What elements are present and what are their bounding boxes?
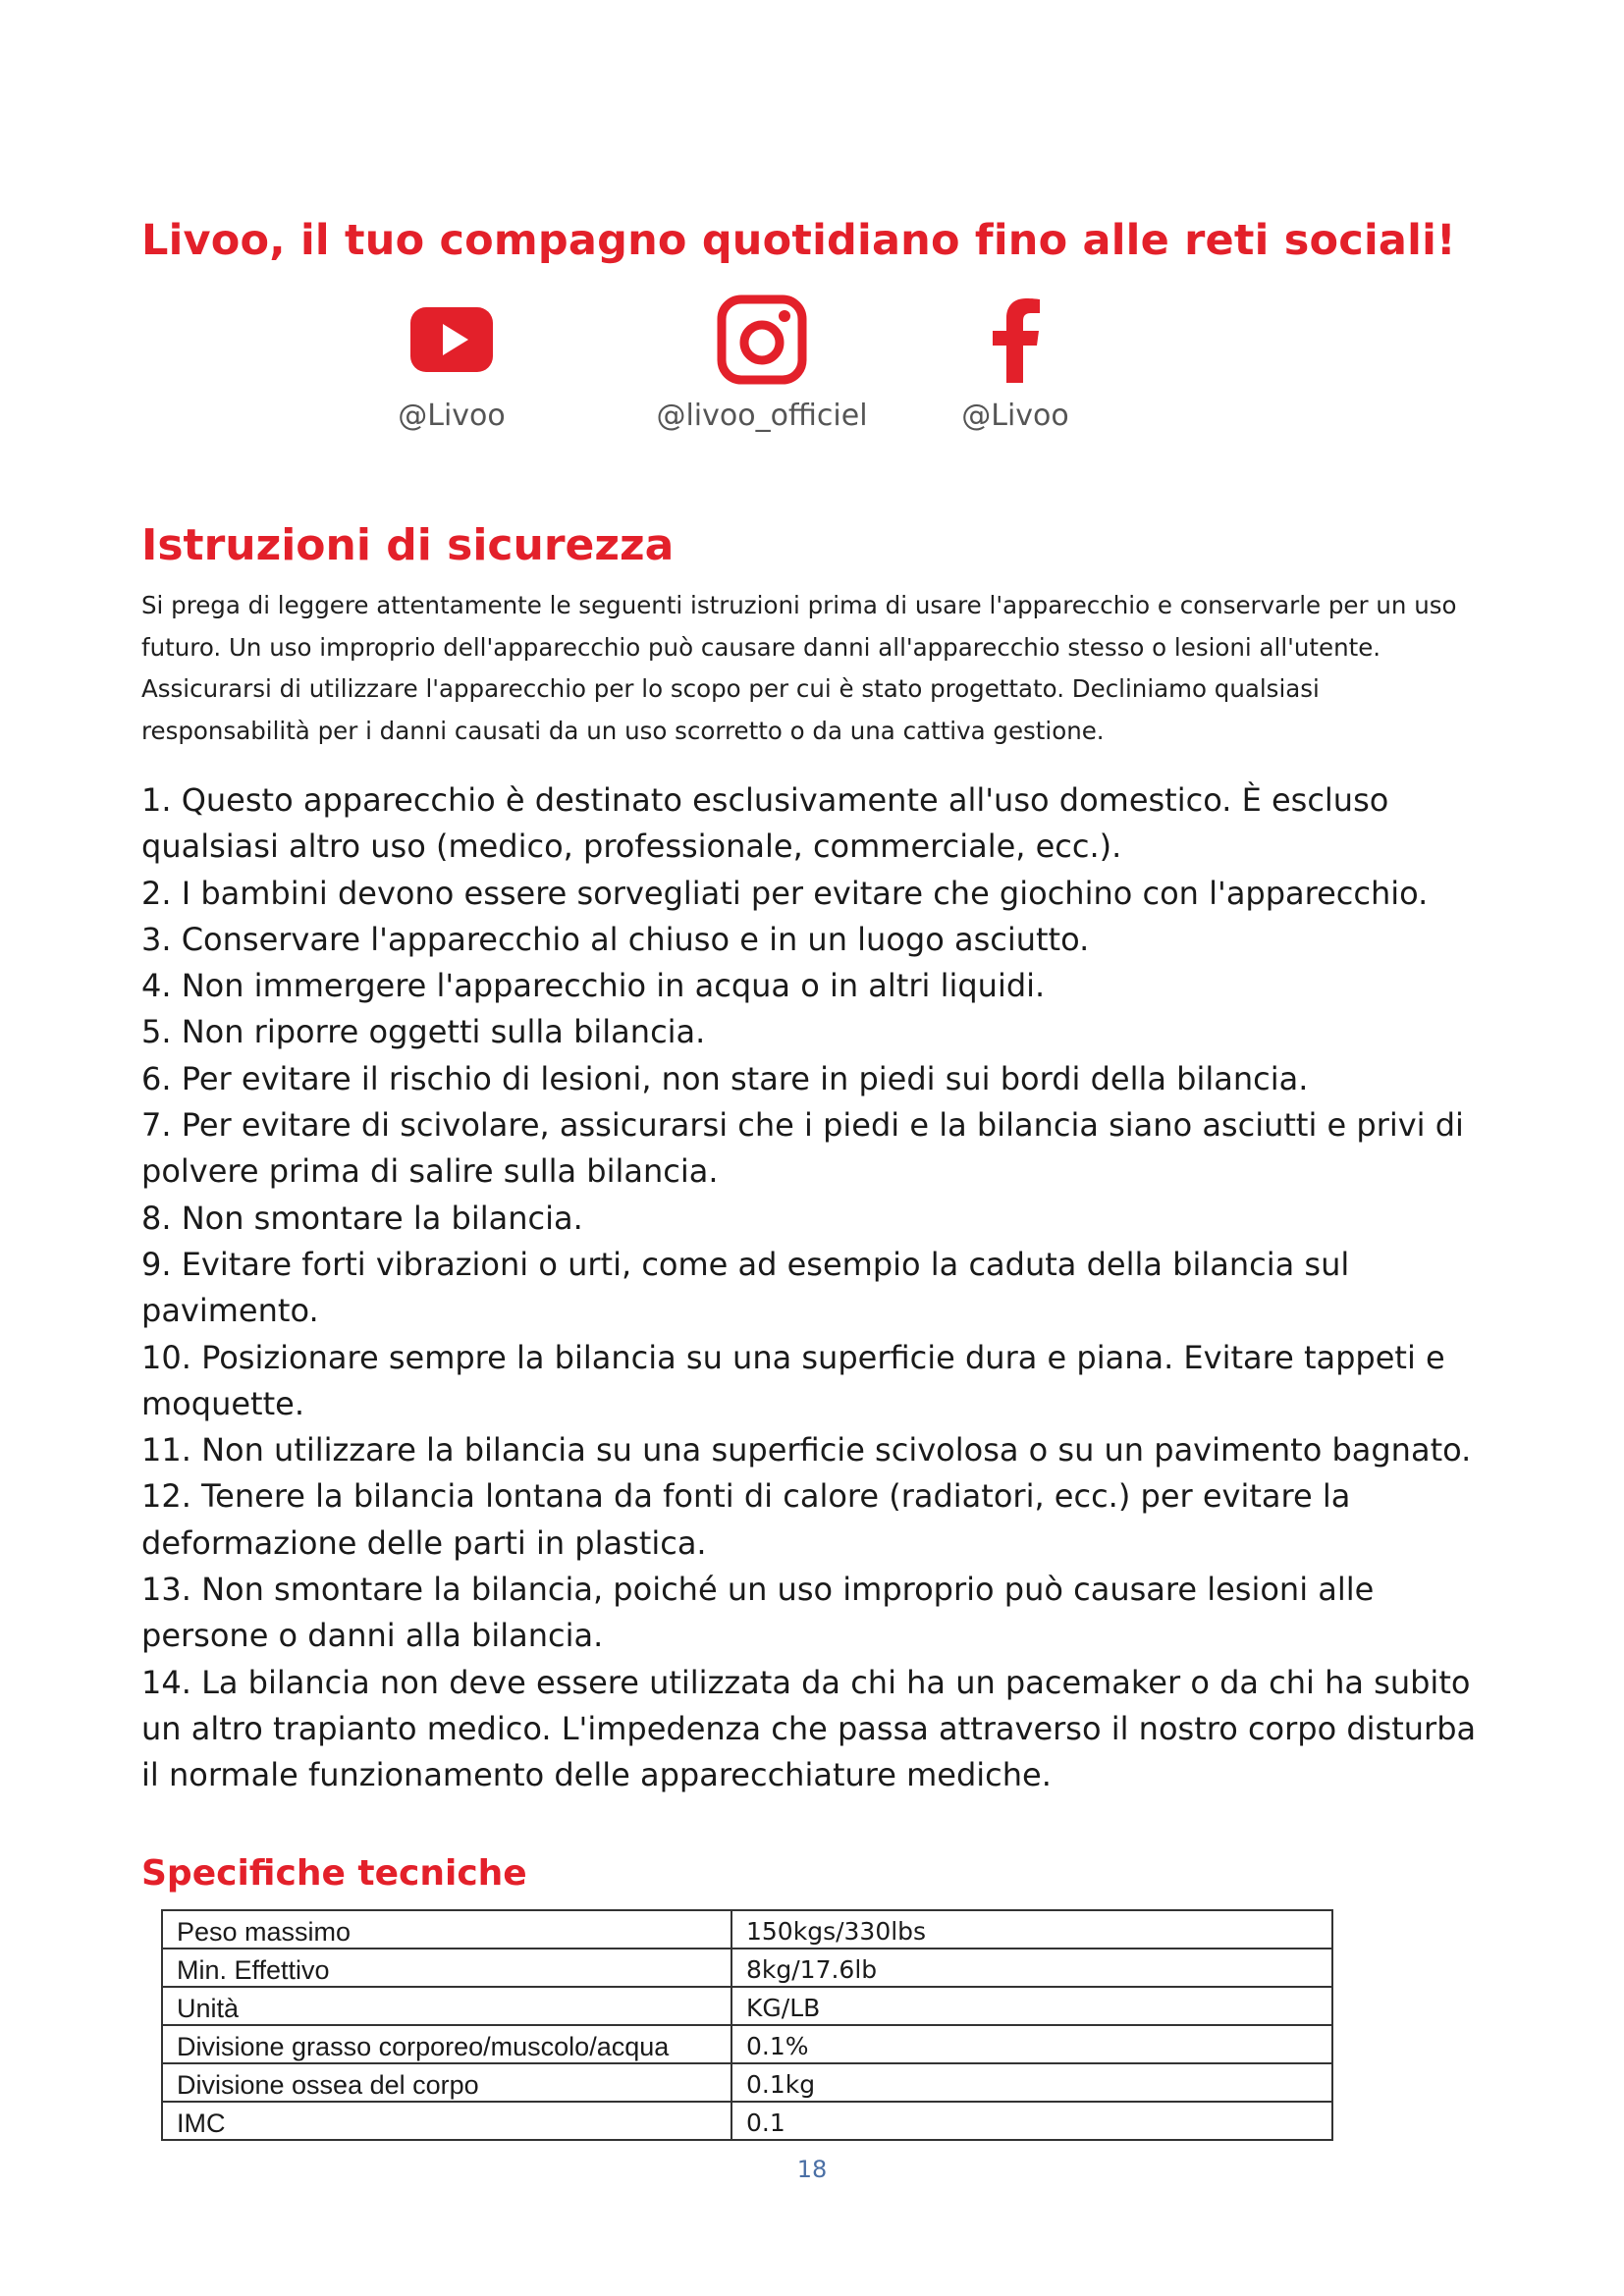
youtube-icon (344, 293, 560, 387)
rule-item: 5. Non riporre oggetti sulla bilancia. (141, 1013, 706, 1051)
table-row (162, 2063, 1332, 2102)
rule-item: 11. Non utilizzare la bilancia su una superficie scivolosa o su un pavimento bagnato. (141, 1431, 1472, 1469)
spec-label: Divisione grasso corporeo/muscolo/acqua (162, 2025, 731, 2063)
rule-item: 2. I bambini devono essere sorvegliati per evitare che giochino con l'apparecchio. (141, 874, 1429, 912)
rule-item: 8. Non smontare la bilancia. (141, 1199, 583, 1237)
facebook-link[interactable] (907, 293, 1123, 433)
rule-item: 9. Evitare forti vibrazioni o urti, come ad esempio la caduta della bilancia sul pavimento. (141, 1245, 1350, 1330)
spec-value: 0.1% (731, 2025, 1332, 2063)
table-row (162, 2102, 1332, 2140)
facebook-handle: @Livoo (961, 399, 1069, 433)
spec-label: IMC (162, 2102, 731, 2140)
table-row (162, 1987, 1332, 2025)
rule-item: 4. Non immergere l'apparecchio in acqua o in altri liquidi. (141, 967, 1046, 1005)
spec-label: Peso massimo (162, 1910, 731, 1949)
spec-value: 8kg/17.6lb (731, 1949, 1332, 1987)
rule-item: 10. Posizionare sempre la bilancia su una superficie dura e piana. Evitare tappeti e moquette. (141, 1338, 1445, 1422)
facebook-icon (907, 293, 1123, 387)
specs-title: Specifiche tecniche (141, 1853, 527, 1894)
page-number: 18 (796, 2156, 828, 2183)
instagram-link[interactable] (654, 293, 870, 433)
safety-intro (141, 585, 1489, 752)
spec-value: 0.1 (731, 2102, 1332, 2140)
spec-value: 150kgs/330lbs (731, 1910, 1332, 1949)
social-title: Livoo, il tuo compagno quotidiano fino alle reti sociali! (141, 216, 1456, 265)
spec-label: Divisione ossea del corpo (162, 2063, 731, 2102)
specs-table (161, 1909, 1333, 2141)
spec-label: Min. Effettivo (162, 1949, 731, 1987)
safety-rules-list (141, 777, 1496, 1799)
instagram-icon (654, 293, 870, 387)
spec-label: Unità (162, 1987, 731, 2025)
spec-value: KG/LB (731, 1987, 1332, 2025)
table-row (162, 1910, 1332, 1949)
rule-item: 3. Conservare l'apparecchio al chiuso e in un luogo asciutto. (141, 920, 1090, 958)
safety-title: Istruzioni di sicurezza (141, 520, 675, 570)
table-row (162, 2025, 1332, 2063)
rule-item: 7. Per evitare di scivolare, assicurarsi che i piedi e la bilancia siano asciutti e privi di polvere prima di salire sulla bilancia. (141, 1106, 1464, 1191)
youtube-link[interactable] (344, 293, 560, 433)
youtube-handle: @Livoo (398, 399, 506, 433)
rule-item: 14. La bilancia non deve essere utilizzata da chi ha un pacemaker o da chi ha subito un altro trapianto medico. L'impedenza che passa attraverso il nostro corpo disturba il normale funzionamento delle apparecchiature mediche. (141, 1663, 1477, 1794)
intro-text: Si prega di leggere attentamente le seguenti istruzioni prima di usare l'apparecchio e conservarle per un uso futuro. Un uso improprio dell'apparecchio può causare danni all'apparecchio stesso o lesioni all'utente. Assicurarsi di utilizzare l'apparecchio per lo scopo per cui è stato progettato. Decliniamo qualsiasi responsabilità per i danni causati da un uso scorretto o da una cattiva gestione. (141, 591, 1457, 745)
rule-item: 1. Questo apparecchio è destinato esclusivamente all'uso domestico. È escluso qualsiasi altro uso (medico, professionale, commerciale, ecc.). (141, 781, 1389, 866)
rule-item: 13. Non smontare la bilancia, poiché un uso improprio può causare lesioni alle persone o danni alla bilancia. (141, 1571, 1375, 1655)
instagram-handle: @livoo_officiel (656, 399, 868, 433)
spec-value: 0.1kg (731, 2063, 1332, 2102)
rule-item: 12. Tenere la bilancia lontana da fonti di calore (radiatori, ecc.) per evitare la deformazione delle parti in plastica. (141, 1477, 1351, 1562)
table-row (162, 1949, 1332, 1987)
rule-item: 6. Per evitare il rischio di lesioni, non stare in piedi sui bordi della bilancia. (141, 1059, 1309, 1097)
